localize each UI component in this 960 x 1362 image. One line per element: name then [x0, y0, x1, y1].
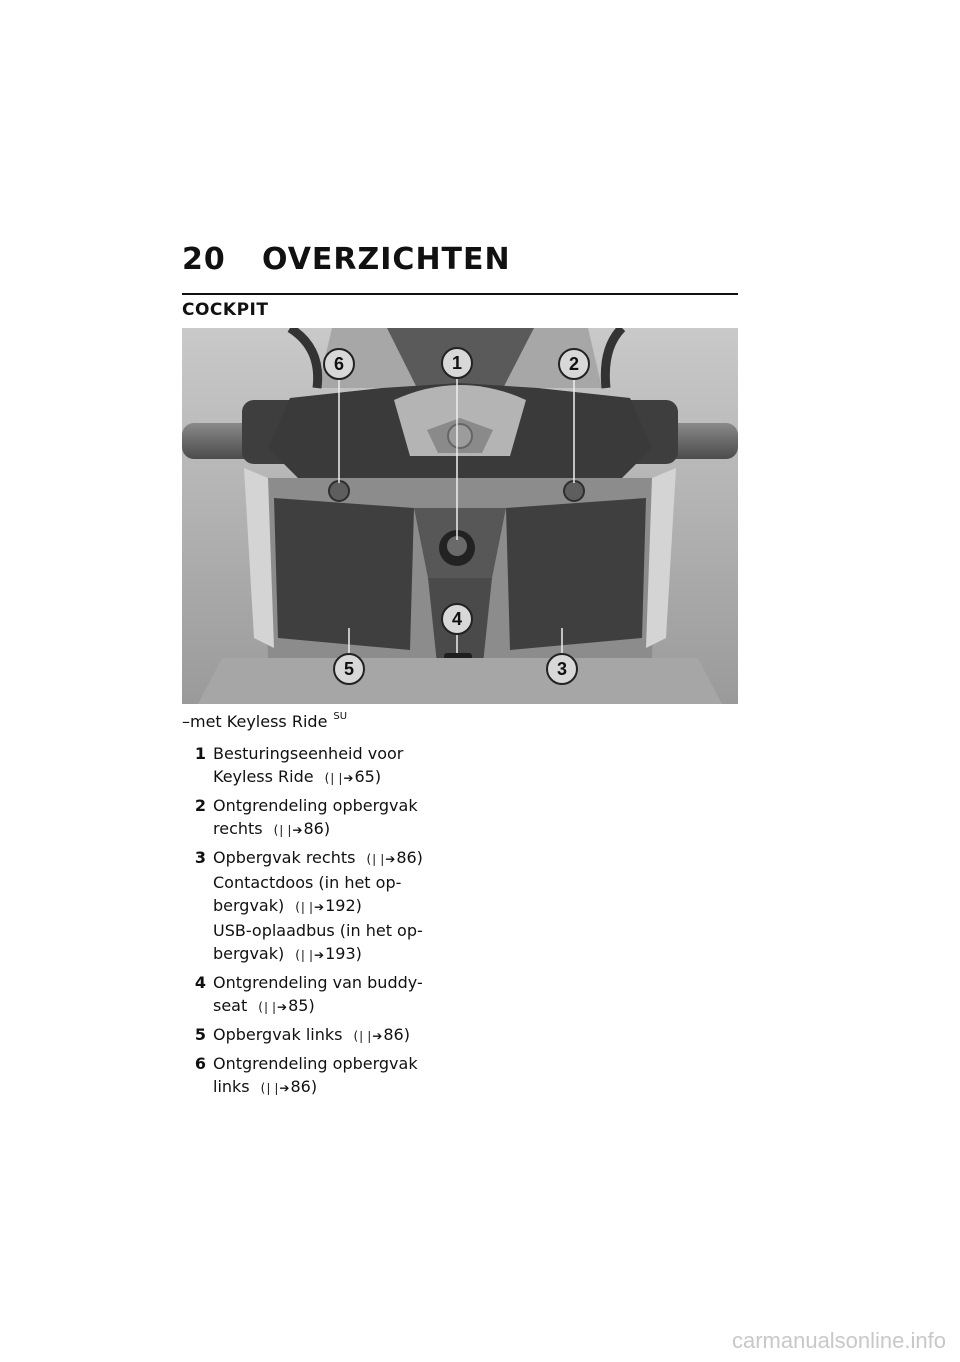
svg-text:6: 6 — [333, 354, 345, 374]
legend-item-number: 5 — [194, 1025, 206, 1044]
callout-2 — [559, 349, 589, 379]
legend-item-text: rechts — [213, 819, 263, 838]
legend-item — [182, 1052, 452, 1100]
svg-text:1: 1 — [451, 353, 463, 373]
svg-text:4: 4 — [451, 609, 463, 629]
legend-item-text: bergvak) — [213, 944, 285, 963]
legend-item-text: Contactdoos (in het op- — [213, 873, 402, 892]
legend-item-line — [213, 765, 452, 790]
legend-item — [182, 846, 452, 967]
legend-item-line — [213, 871, 452, 894]
legend-item-line — [213, 817, 452, 842]
legend-item-line — [213, 1052, 452, 1075]
svg-text:3: 3 — [556, 659, 568, 679]
page-reference[interactable] — [257, 996, 314, 1015]
callout-6 — [324, 349, 354, 379]
page-arrow-icon: (❘❘➔ — [260, 1081, 288, 1095]
page-reference[interactable] — [365, 848, 422, 867]
legend-item-line — [213, 994, 452, 1019]
page-reference[interactable] — [352, 1025, 409, 1044]
page-arrow-icon: (❘❘➔ — [273, 823, 301, 837]
header-rule — [182, 293, 738, 295]
legend-item-text: bergvak) — [213, 896, 285, 915]
legend-item-number: 4 — [194, 973, 206, 992]
page-reference-number: 193) — [325, 944, 362, 963]
legend-item-text: Ontgrendeling opbergvak — [213, 796, 418, 815]
page-reference-number: 86) — [383, 1025, 410, 1044]
callout-1 — [442, 348, 472, 378]
page-arrow-icon: (❘❘➔ — [295, 900, 323, 914]
legend-item-number: 3 — [194, 848, 206, 867]
page-reference-number: 86) — [303, 819, 331, 838]
page-header — [182, 242, 738, 298]
page-arrow-icon: (❘❘➔ — [324, 771, 352, 785]
chapter-title: OVERZICHTEN — [262, 242, 511, 277]
page-arrow-icon: (❘❘➔ — [258, 1000, 286, 1014]
legend-item-text: links — [213, 1077, 250, 1096]
legend-item-text: Besturingseenheid voor — [213, 744, 404, 763]
legend-item-text: Keyless Ride — [213, 767, 314, 786]
legend-item-text: Ontgrendeling opbergvak — [213, 1054, 418, 1073]
legend-item-line — [213, 1023, 452, 1048]
page-number: 20 — [182, 242, 226, 277]
cockpit-illustration — [182, 328, 738, 704]
legend-item-number: 6 — [194, 1054, 206, 1073]
legend-item-text: USB-oplaadbus (in het op- — [213, 921, 423, 940]
page-reference-number: 65) — [354, 767, 382, 786]
svg-text:5: 5 — [343, 659, 355, 679]
variant-note — [182, 712, 347, 731]
legend-item-line — [213, 971, 452, 994]
cockpit-drawing — [182, 328, 738, 704]
page-reference-number: 86) — [290, 1077, 318, 1096]
legend-item-line — [213, 894, 452, 919]
page-arrow-icon: (❘❘➔ — [295, 948, 323, 962]
page-reference[interactable] — [324, 767, 381, 786]
legend-item-text: Opbergvak rechts — [213, 848, 356, 867]
page-reference[interactable] — [294, 944, 362, 963]
legend-item-text: Opbergvak links — [213, 1025, 343, 1044]
legend-item-line — [213, 794, 452, 817]
callout-5 — [334, 654, 364, 684]
page-arrow-icon: (❘❘➔ — [353, 1029, 381, 1043]
legend-item-text: Ontgrendeling van buddy- — [213, 973, 423, 992]
callout-4 — [442, 604, 472, 634]
page-reference[interactable] — [294, 896, 362, 915]
page-reference-number: 85) — [288, 996, 315, 1015]
legend-item-number: 1 — [194, 744, 206, 763]
page-reference[interactable] — [273, 819, 330, 838]
legend-item-number: 2 — [194, 796, 206, 815]
legend-item — [182, 1023, 452, 1048]
variant-note-text: –met Keyless Ride — [182, 712, 328, 731]
page-reference-number: 192) — [325, 896, 362, 915]
legend-list — [182, 742, 452, 1104]
page-arrow-icon: (❘❘➔ — [366, 852, 394, 866]
section-title: COCKPIT — [182, 300, 269, 320]
legend-item-line — [213, 1075, 452, 1100]
legend-item-line — [213, 742, 452, 765]
variant-superscript: SU — [333, 710, 348, 722]
legend-item-line — [213, 919, 452, 942]
callout-3 — [547, 654, 577, 684]
svg-text:2: 2 — [568, 354, 580, 374]
legend-item — [182, 971, 452, 1019]
page-reference[interactable] — [260, 1077, 317, 1096]
legend-item — [182, 742, 452, 790]
legend-item-text: seat — [213, 996, 248, 1015]
watermark: carmanualsonline.info — [731, 1328, 946, 1353]
page-reference-number: 86) — [396, 848, 423, 867]
legend-item — [182, 794, 452, 842]
legend-item-line — [213, 846, 452, 871]
legend-item-line — [213, 942, 452, 967]
